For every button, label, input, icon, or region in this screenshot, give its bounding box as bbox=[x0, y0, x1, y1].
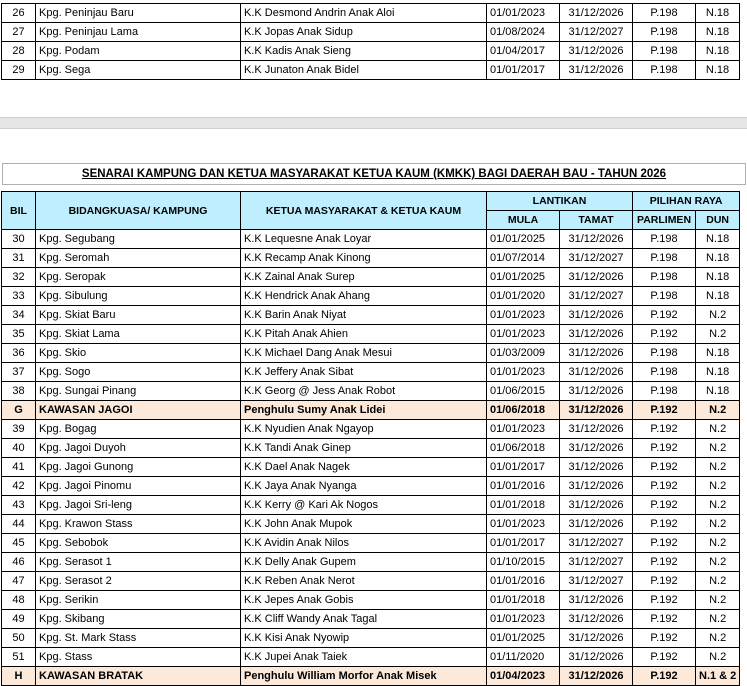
cell-kampung: Kpg. Serikin bbox=[36, 591, 241, 610]
cell-dun: N.2 bbox=[696, 572, 740, 591]
cell-dun: N.1 & 2 bbox=[696, 667, 740, 686]
cell-dun: N.2 bbox=[696, 553, 740, 572]
cell-tamat: 31/12/2026 bbox=[560, 629, 633, 648]
cell-ketua: K.K Avidin Anak Nilos bbox=[241, 534, 487, 553]
cell-mula: 01/11/2020 bbox=[487, 648, 560, 667]
cell-dun: N.18 bbox=[696, 363, 740, 382]
cell-parlimen: P.192 bbox=[633, 477, 696, 496]
table-row bbox=[2, 648, 740, 667]
cell-dun: N.18 bbox=[696, 23, 740, 42]
cell-ketua: Penghulu William Morfor Anak Misek bbox=[241, 667, 487, 686]
cell-mula: 01/01/2023 bbox=[487, 363, 560, 382]
cell-bil: 29 bbox=[2, 61, 36, 80]
cell-kampung: Kpg. Bogag bbox=[36, 420, 241, 439]
cell-dun: N.2 bbox=[696, 458, 740, 477]
cell-dun: N.2 bbox=[696, 591, 740, 610]
cell-tamat: 31/12/2026 bbox=[560, 496, 633, 515]
cell-bil: G bbox=[2, 401, 36, 420]
cell-dun: N.18 bbox=[696, 268, 740, 287]
table-row bbox=[2, 420, 740, 439]
cell-tamat: 31/12/2027 bbox=[560, 534, 633, 553]
cell-bil: 44 bbox=[2, 515, 36, 534]
cell-kampung: Kpg. Jagoi Pinomu bbox=[36, 477, 241, 496]
cell-tamat: 31/12/2026 bbox=[560, 4, 633, 23]
cell-dun: N.18 bbox=[696, 4, 740, 23]
cell-mula: 01/04/2017 bbox=[487, 42, 560, 61]
table-row bbox=[2, 268, 740, 287]
header-ketua: KETUA MASYARAKAT & KETUA KAUM bbox=[241, 192, 487, 230]
cell-kampung: Kpg. Serasot 2 bbox=[36, 572, 241, 591]
cell-bil: 50 bbox=[2, 629, 36, 648]
cell-ketua: K.K Georg @ Jess Anak Robot bbox=[241, 382, 487, 401]
cell-bil: 35 bbox=[2, 325, 36, 344]
table-row bbox=[2, 42, 740, 61]
header-parlimen: PARLIMEN bbox=[633, 211, 696, 230]
cell-parlimen: P.192 bbox=[633, 420, 696, 439]
table-row bbox=[2, 591, 740, 610]
cell-bil: 31 bbox=[2, 249, 36, 268]
header-tamat: TAMAT bbox=[560, 211, 633, 230]
cell-mula: 01/01/2023 bbox=[487, 4, 560, 23]
cell-tamat: 31/12/2026 bbox=[560, 515, 633, 534]
cell-bil: 39 bbox=[2, 420, 36, 439]
cell-bil: H bbox=[2, 667, 36, 686]
cell-bil: 27 bbox=[2, 23, 36, 42]
cell-ketua: K.K John Anak Mupok bbox=[241, 515, 487, 534]
cell-kampung: Kpg. Jagoi Sri-leng bbox=[36, 496, 241, 515]
header-kampung: BIDANGKUASA/ KAMPUNG bbox=[36, 192, 241, 230]
cell-ketua: K.K Desmond Andrin Anak Aloi bbox=[241, 4, 487, 23]
cell-ketua: K.K Jeffery Anak Sibat bbox=[241, 363, 487, 382]
cell-dun: N.2 bbox=[696, 610, 740, 629]
cell-kampung: Kpg. Segubang bbox=[36, 230, 241, 249]
cell-kampung: Kpg. Jagoi Gunong bbox=[36, 458, 241, 477]
cell-tamat: 31/12/2026 bbox=[560, 401, 633, 420]
cell-bil: 28 bbox=[2, 42, 36, 61]
cell-tamat: 31/12/2027 bbox=[560, 553, 633, 572]
table-row bbox=[2, 439, 740, 458]
cell-kampung: Kpg. Sogo bbox=[36, 363, 241, 382]
cell-parlimen: P.198 bbox=[633, 42, 696, 61]
cell-ketua: K.K Reben Anak Nerot bbox=[241, 572, 487, 591]
cell-kampung: Kpg. Krawon Stass bbox=[36, 515, 241, 534]
cell-dun: N.2 bbox=[696, 420, 740, 439]
cell-parlimen: P.198 bbox=[633, 249, 696, 268]
cell-mula: 01/01/2023 bbox=[487, 515, 560, 534]
table-row bbox=[2, 515, 740, 534]
cell-kampung: Kpg. Serasot 1 bbox=[36, 553, 241, 572]
cell-dun: N.2 bbox=[696, 629, 740, 648]
cell-tamat: 31/12/2026 bbox=[560, 667, 633, 686]
table-row bbox=[2, 572, 740, 591]
cell-kampung: Kpg. Sibulung bbox=[36, 287, 241, 306]
cell-dun: N.2 bbox=[696, 477, 740, 496]
table-row bbox=[2, 496, 740, 515]
cell-mula: 01/01/2023 bbox=[487, 610, 560, 629]
cell-mula: 01/01/2023 bbox=[487, 325, 560, 344]
table-row bbox=[2, 363, 740, 382]
cell-kampung: Kpg. Seropak bbox=[36, 268, 241, 287]
page-title: SENARAI KAMPUNG DAN KETUA MASYARAKAT KETUA KAUM (KMKK) BAGI DAERAH BAU - TAHUN 2026 bbox=[2, 163, 746, 185]
cell-dun: N.2 bbox=[696, 496, 740, 515]
top-table-body bbox=[2, 4, 740, 80]
table-row bbox=[2, 249, 740, 268]
header-lantikan: LANTIKAN bbox=[487, 192, 633, 211]
cell-ketua: K.K Jepes Anak Gobis bbox=[241, 591, 487, 610]
cell-bil: 42 bbox=[2, 477, 36, 496]
table-row bbox=[2, 4, 740, 23]
cell-tamat: 31/12/2026 bbox=[560, 420, 633, 439]
cell-dun: N.18 bbox=[696, 230, 740, 249]
cell-kampung: Kpg. Peninjau Baru bbox=[36, 4, 241, 23]
cell-kampung: Kpg. Skiat Lama bbox=[36, 325, 241, 344]
cell-mula: 01/01/2023 bbox=[487, 306, 560, 325]
top-table bbox=[1, 3, 740, 80]
cell-parlimen: P.198 bbox=[633, 4, 696, 23]
cell-tamat: 31/12/2027 bbox=[560, 287, 633, 306]
cell-parlimen: P.192 bbox=[633, 515, 696, 534]
cell-parlimen: P.198 bbox=[633, 344, 696, 363]
table-row-area bbox=[2, 667, 740, 686]
table-row bbox=[2, 61, 740, 80]
cell-parlimen: P.198 bbox=[633, 382, 696, 401]
cell-tamat: 31/12/2026 bbox=[560, 382, 633, 401]
cell-ketua: K.K Lequesne Anak Loyar bbox=[241, 230, 487, 249]
cell-parlimen: P.192 bbox=[633, 629, 696, 648]
cell-mula: 01/01/2023 bbox=[487, 420, 560, 439]
cell-bil: 41 bbox=[2, 458, 36, 477]
cell-kampung: Kpg. Seromah bbox=[36, 249, 241, 268]
cell-mula: 01/01/2025 bbox=[487, 629, 560, 648]
main-table-body bbox=[2, 230, 740, 686]
table-row bbox=[2, 325, 740, 344]
cell-bil: 34 bbox=[2, 306, 36, 325]
cell-parlimen: P.192 bbox=[633, 667, 696, 686]
cell-bil: 49 bbox=[2, 610, 36, 629]
cell-bil: 33 bbox=[2, 287, 36, 306]
cell-kampung: KAWASAN JAGOI bbox=[36, 401, 241, 420]
cell-parlimen: P.192 bbox=[633, 401, 696, 420]
cell-dun: N.2 bbox=[696, 401, 740, 420]
cell-parlimen: P.198 bbox=[633, 287, 696, 306]
cell-bil: 43 bbox=[2, 496, 36, 515]
cell-bil: 51 bbox=[2, 648, 36, 667]
table-row bbox=[2, 287, 740, 306]
cell-parlimen: P.192 bbox=[633, 610, 696, 629]
cell-kampung: Kpg. Skibang bbox=[36, 610, 241, 629]
cell-tamat: 31/12/2026 bbox=[560, 439, 633, 458]
cell-mula: 01/01/2025 bbox=[487, 268, 560, 287]
cell-bil: 36 bbox=[2, 344, 36, 363]
cell-dun: N.2 bbox=[696, 325, 740, 344]
main-table bbox=[1, 191, 740, 686]
cell-mula: 01/10/2015 bbox=[487, 553, 560, 572]
cell-ketua: K.K Jopas Anak Sidup bbox=[241, 23, 487, 42]
header-bil: BIL bbox=[2, 192, 36, 230]
cell-ketua: K.K Kadis Anak Sieng bbox=[241, 42, 487, 61]
cell-dun: N.2 bbox=[696, 439, 740, 458]
header-pilihan-raya: PILIHAN RAYA bbox=[633, 192, 740, 211]
cell-mula: 01/03/2009 bbox=[487, 344, 560, 363]
cell-kampung: Kpg. Peninjau Lama bbox=[36, 23, 241, 42]
cell-tamat: 31/12/2026 bbox=[560, 306, 633, 325]
cell-tamat: 31/12/2026 bbox=[560, 610, 633, 629]
cell-kampung: Kpg. Skio bbox=[36, 344, 241, 363]
cell-ketua: K.K Michael Dang Anak Mesui bbox=[241, 344, 487, 363]
cell-mula: 01/01/2017 bbox=[487, 61, 560, 80]
cell-kampung: Kpg. Sungai Pinang bbox=[36, 382, 241, 401]
table-row bbox=[2, 610, 740, 629]
cell-parlimen: P.192 bbox=[633, 534, 696, 553]
cell-kampung: Kpg. Sega bbox=[36, 61, 241, 80]
cell-tamat: 31/12/2026 bbox=[560, 325, 633, 344]
cell-ketua: K.K Zainal Anak Surep bbox=[241, 268, 487, 287]
cell-ketua: K.K Jaya Anak Nyanga bbox=[241, 477, 487, 496]
cell-bil: 30 bbox=[2, 230, 36, 249]
cell-tamat: 31/12/2026 bbox=[560, 477, 633, 496]
cell-kampung: KAWASAN BRATAK bbox=[36, 667, 241, 686]
cell-kampung: Kpg. Skiat Baru bbox=[36, 306, 241, 325]
cell-bil: 40 bbox=[2, 439, 36, 458]
table-row-area bbox=[2, 401, 740, 420]
table-row bbox=[2, 344, 740, 363]
table-row bbox=[2, 629, 740, 648]
cell-tamat: 31/12/2026 bbox=[560, 61, 633, 80]
header-dun: DUN bbox=[696, 211, 740, 230]
cell-bil: 47 bbox=[2, 572, 36, 591]
cell-tamat: 31/12/2026 bbox=[560, 344, 633, 363]
cell-tamat: 31/12/2026 bbox=[560, 458, 633, 477]
cell-dun: N.2 bbox=[696, 534, 740, 553]
cell-parlimen: P.192 bbox=[633, 591, 696, 610]
cell-ketua: K.K Dael Anak Nagek bbox=[241, 458, 487, 477]
cell-ketua: K.K Tandi Anak Ginep bbox=[241, 439, 487, 458]
cell-tamat: 31/12/2026 bbox=[560, 268, 633, 287]
cell-mula: 01/06/2018 bbox=[487, 439, 560, 458]
cell-mula: 01/06/2018 bbox=[487, 401, 560, 420]
cell-parlimen: P.192 bbox=[633, 439, 696, 458]
cell-ketua: K.K Barin Anak Niyat bbox=[241, 306, 487, 325]
cell-mula: 01/04/2023 bbox=[487, 667, 560, 686]
cell-kampung: Kpg. Stass bbox=[36, 648, 241, 667]
cell-ketua: K.K Pitah Anak Ahien bbox=[241, 325, 487, 344]
table-row bbox=[2, 382, 740, 401]
table-row bbox=[2, 553, 740, 572]
cell-ketua: K.K Delly Anak Gupem bbox=[241, 553, 487, 572]
cell-mula: 01/01/2025 bbox=[487, 230, 560, 249]
table-row bbox=[2, 306, 740, 325]
table-row bbox=[2, 230, 740, 249]
cell-ketua: K.K Nyudien Anak Ngayop bbox=[241, 420, 487, 439]
cell-bil: 38 bbox=[2, 382, 36, 401]
sheet-separator bbox=[0, 117, 747, 129]
cell-bil: 46 bbox=[2, 553, 36, 572]
cell-mula: 01/01/2017 bbox=[487, 458, 560, 477]
cell-mula: 01/08/2024 bbox=[487, 23, 560, 42]
cell-ketua: K.K Junaton Anak Bidel bbox=[241, 61, 487, 80]
table-row bbox=[2, 458, 740, 477]
cell-dun: N.18 bbox=[696, 382, 740, 401]
cell-parlimen: P.192 bbox=[633, 306, 696, 325]
cell-parlimen: P.192 bbox=[633, 553, 696, 572]
cell-kampung: Kpg. Podam bbox=[36, 42, 241, 61]
cell-tamat: 31/12/2027 bbox=[560, 572, 633, 591]
cell-ketua: Penghulu Sumy Anak Lidei bbox=[241, 401, 487, 420]
cell-parlimen: P.198 bbox=[633, 363, 696, 382]
cell-bil: 26 bbox=[2, 4, 36, 23]
table-row bbox=[2, 477, 740, 496]
cell-tamat: 31/12/2026 bbox=[560, 363, 633, 382]
cell-mula: 01/01/2016 bbox=[487, 477, 560, 496]
header-mula: MULA bbox=[487, 211, 560, 230]
cell-mula: 01/01/2017 bbox=[487, 534, 560, 553]
cell-mula: 01/01/2018 bbox=[487, 591, 560, 610]
cell-kampung: Kpg. Jagoi Duyoh bbox=[36, 439, 241, 458]
cell-dun: N.18 bbox=[696, 344, 740, 363]
cell-parlimen: P.198 bbox=[633, 23, 696, 42]
cell-dun: N.2 bbox=[696, 648, 740, 667]
cell-mula: 01/01/2020 bbox=[487, 287, 560, 306]
cell-tamat: 31/12/2026 bbox=[560, 591, 633, 610]
cell-parlimen: P.192 bbox=[633, 572, 696, 591]
cell-parlimen: P.192 bbox=[633, 325, 696, 344]
cell-kampung: Kpg. Sebobok bbox=[36, 534, 241, 553]
cell-tamat: 31/12/2026 bbox=[560, 230, 633, 249]
cell-bil: 37 bbox=[2, 363, 36, 382]
cell-ketua: K.K Hendrick Anak Ahang bbox=[241, 287, 487, 306]
cell-parlimen: P.192 bbox=[633, 496, 696, 515]
table-row bbox=[2, 23, 740, 42]
cell-kampung: Kpg. St. Mark Stass bbox=[36, 629, 241, 648]
cell-dun: N.18 bbox=[696, 249, 740, 268]
cell-ketua: K.K Kisi Anak Nyowip bbox=[241, 629, 487, 648]
cell-dun: N.18 bbox=[696, 61, 740, 80]
cell-parlimen: P.198 bbox=[633, 268, 696, 287]
cell-ketua: K.K Cliff Wandy Anak Tagal bbox=[241, 610, 487, 629]
cell-ketua: K.K Recamp Anak Kinong bbox=[241, 249, 487, 268]
table-row bbox=[2, 534, 740, 553]
cell-parlimen: P.192 bbox=[633, 648, 696, 667]
cell-bil: 48 bbox=[2, 591, 36, 610]
cell-mula: 01/07/2014 bbox=[487, 249, 560, 268]
cell-parlimen: P.192 bbox=[633, 458, 696, 477]
cell-dun: N.18 bbox=[696, 42, 740, 61]
cell-dun: N.2 bbox=[696, 306, 740, 325]
cell-dun: N.2 bbox=[696, 515, 740, 534]
cell-mula: 01/06/2015 bbox=[487, 382, 560, 401]
cell-tamat: 31/12/2026 bbox=[560, 648, 633, 667]
cell-ketua: K.K Jupei Anak Taiek bbox=[241, 648, 487, 667]
cell-parlimen: P.198 bbox=[633, 61, 696, 80]
cell-mula: 01/01/2018 bbox=[487, 496, 560, 515]
table-header bbox=[2, 192, 740, 230]
cell-ketua: K.K Kerry @ Kari Ak Nogos bbox=[241, 496, 487, 515]
cell-mula: 01/01/2016 bbox=[487, 572, 560, 591]
cell-tamat: 31/12/2027 bbox=[560, 249, 633, 268]
cell-bil: 45 bbox=[2, 534, 36, 553]
cell-tamat: 31/12/2026 bbox=[560, 42, 633, 61]
cell-tamat: 31/12/2027 bbox=[560, 23, 633, 42]
cell-bil: 32 bbox=[2, 268, 36, 287]
cell-parlimen: P.198 bbox=[633, 230, 696, 249]
cell-dun: N.18 bbox=[696, 287, 740, 306]
